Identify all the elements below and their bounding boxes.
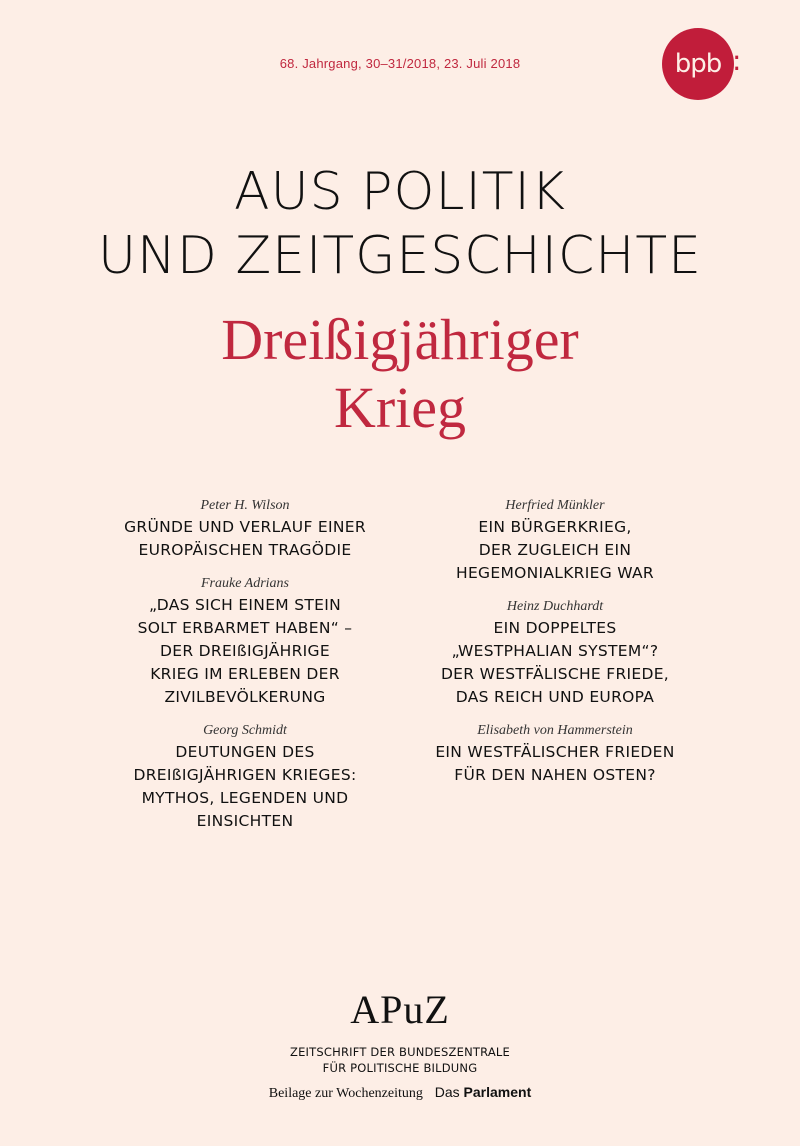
article-title-line: EIN BÜRGERKRIEG, <box>478 518 632 536</box>
article-title <box>420 741 690 787</box>
article-title-line: ZIVILBEVÖLKERUNG <box>164 688 326 706</box>
article-entry <box>420 721 690 787</box>
table-of-contents <box>110 496 690 845</box>
article-author: Herfried Münkler <box>505 498 605 513</box>
article-title-line: „DAS SICH EINEM STEIN <box>149 596 341 614</box>
bpb-logo-colon: : <box>732 44 741 77</box>
article-title-line: DEUTUNGEN DES <box>175 743 315 761</box>
supplement-text: Beilage zur Wochenzeitung <box>268 1086 423 1101</box>
newspaper-logo <box>435 1084 532 1100</box>
article-title <box>110 516 380 562</box>
article-title-line: „WESTPHALIAN SYSTEM“? <box>451 642 659 660</box>
article-entry <box>110 574 380 709</box>
issue-line: 68. Jahrgang, 30–31/2018, 23. Juli 2018 <box>279 56 521 71</box>
issue-topic <box>0 306 800 442</box>
bpb-logo <box>662 28 741 100</box>
publisher-subtitle-line: ZEITSCHRIFT DER BUNDESZENTRALE <box>290 1045 510 1059</box>
article-title <box>110 594 380 709</box>
article-title-line: EIN DOPPELTES <box>493 619 617 637</box>
publisher-subtitle-line: FÜR POLITISCHE BILDUNG <box>322 1061 478 1075</box>
publisher-subtitle <box>0 1044 800 1076</box>
series-title-line: AUS POLITIK <box>234 162 566 222</box>
article-title-line: EIN WESTFÄLISCHER FRIEDEN <box>435 743 675 761</box>
article-title-line: MYTHOS, LEGENDEN UND <box>141 789 349 807</box>
bpb-logo-text: bpb <box>674 49 722 79</box>
article-author: Heinz Duchhardt <box>506 599 604 614</box>
newspaper-name: Parlament <box>463 1084 532 1100</box>
article-entry <box>110 721 380 833</box>
article-title-line: DREIßIGJÄHRIGEN KRIEGES: <box>133 766 357 784</box>
article-author: Frauke Adrians <box>200 576 289 591</box>
article-title-line: DAS REICH UND EUROPA <box>455 688 655 706</box>
toc-column-right <box>420 496 690 845</box>
article-author: Georg Schmidt <box>203 723 287 738</box>
article-title-line: GRÜNDE UND VERLAUF EINER <box>124 518 366 536</box>
article-title-line: EUROPÄISCHEN TRAGÖDIE <box>138 541 352 559</box>
toc-column-left <box>110 496 380 845</box>
article-entry <box>110 496 380 562</box>
article-title-line: EINSICHTEN <box>196 812 294 830</box>
apuz-logo: APuZ <box>350 987 450 1032</box>
article-title-line: SOLT ERBARMET HABEN“ – <box>137 619 353 637</box>
supplement-line <box>0 1084 800 1102</box>
article-title <box>420 516 690 585</box>
article-title-line: DER DREIßIGJÄHRIGE <box>160 642 330 660</box>
issue-topic-line: Dreißigjähriger <box>221 307 579 372</box>
article-title <box>420 617 690 709</box>
article-author: Elisabeth von Hammerstein <box>477 723 633 738</box>
series-title-line: UND ZEITGESCHICHTE <box>97 226 703 286</box>
article-title-line: DER WESTFÄLISCHE FRIEDE, <box>440 665 670 683</box>
article-title <box>110 741 380 833</box>
article-entry <box>420 496 690 585</box>
series-title <box>0 160 800 288</box>
issue-topic-line: Krieg <box>333 375 467 440</box>
article-author: Peter H. Wilson <box>200 498 290 513</box>
article-title-line: HEGEMONIALKRIEG WAR <box>455 564 655 582</box>
article-entry <box>420 597 690 709</box>
article-title-line: DER ZUGLEICH EIN <box>478 541 632 559</box>
article-title-line: KRIEG IM ERLEBEN DER <box>150 665 340 683</box>
article-title-line: FÜR DEN NAHEN OSTEN? <box>454 766 656 784</box>
newspaper-prefix: Das <box>434 1084 460 1100</box>
